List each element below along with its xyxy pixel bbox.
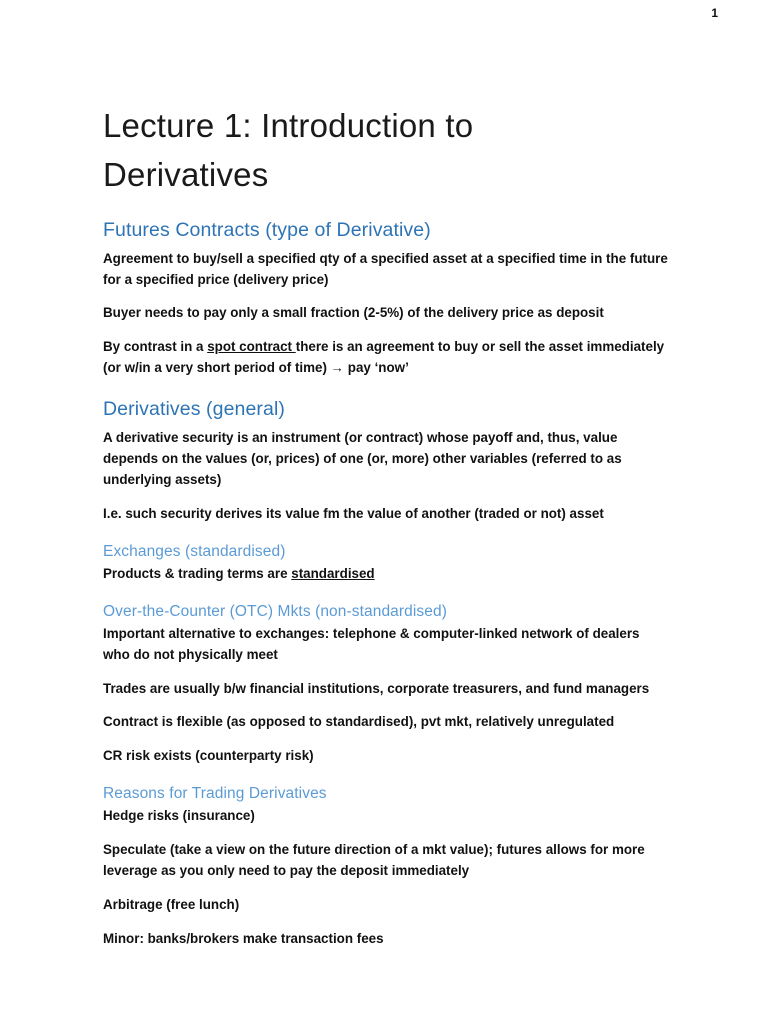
paragraph-derivative-definition: A derivative security is an instrument (or contract) whose payoff and, thus, value depends on the values (or, prices) of one (or, more) other variables (referred to as underlying assets) <box>103 430 622 487</box>
paragraph-reasons-speculate: Speculate (take a view on the future direction of a mkt value); futures allows for more leverage as you only need to pay the deposit immediately <box>103 842 645 879</box>
document-content <box>103 102 669 963</box>
heading-reasons-trading: Reasons for Trading Derivatives <box>103 785 327 803</box>
paragraph-reasons-hedge: Hedge risks (insurance) <box>103 808 255 824</box>
heading-futures-contracts: Futures Contracts (type of Derivative) <box>103 218 431 241</box>
underlined-text-spot-contract: spot contract <box>207 339 296 355</box>
paragraph-derivative-ie: I.e. such security derives its value fm the value of another (traded or not) asset <box>103 505 604 521</box>
paragraph-futures-agreement: Agreement to buy/sell a specified qty of a specified asset at a specified time in the future for a specified price (delivery price) <box>103 250 668 287</box>
paragraph-reasons-minor: Minor: banks/brokers make transaction fees <box>103 930 384 946</box>
underlined-text-standardised: standardised <box>291 565 375 581</box>
paragraph-segment: By contrast in a <box>103 339 208 355</box>
paragraph-segment: there is an agreement to buy or sell the asset immediately (or w/in a very short period of time) → pay ‘now’ <box>103 339 665 376</box>
paragraph-segment: Products & trading terms are <box>103 565 292 581</box>
paragraph-otc-trades: Trades are usually b/w financial institutions, corporate treasurers, and fund managers <box>103 680 650 696</box>
page-number: 1 <box>711 6 718 20</box>
paragraph-reasons-arbitrage: Arbitrage (free lunch) <box>103 896 240 912</box>
paragraph-otc-flexible: Contract is flexible (as opposed to standardised), pvt mkt, relatively unregulated <box>103 714 615 730</box>
paragraph-futures-deposit: Buyer needs to pay only a small fraction (2-5%) of the delivery price as deposit <box>103 305 604 321</box>
paragraph-exchanges-standardised <box>103 564 669 585</box>
paragraph-futures-spot-contrast <box>103 337 669 379</box>
heading-exchanges: Exchanges (standardised) <box>103 542 286 560</box>
heading-derivatives-general: Derivatives (general) <box>103 398 285 421</box>
heading-otc-markets: Over-the-Counter (OTC) Mkts (non-standardised) <box>103 602 447 620</box>
paragraph-otc-cr-risk: CR risk exists (counterparty risk) <box>103 748 314 764</box>
document-title: Lecture 1: Introduction to Derivatives <box>103 107 474 193</box>
paragraph-otc-alternative: Important alternative to exchanges: telephone & computer-linked network of dealers who do not physically meet <box>103 625 640 662</box>
